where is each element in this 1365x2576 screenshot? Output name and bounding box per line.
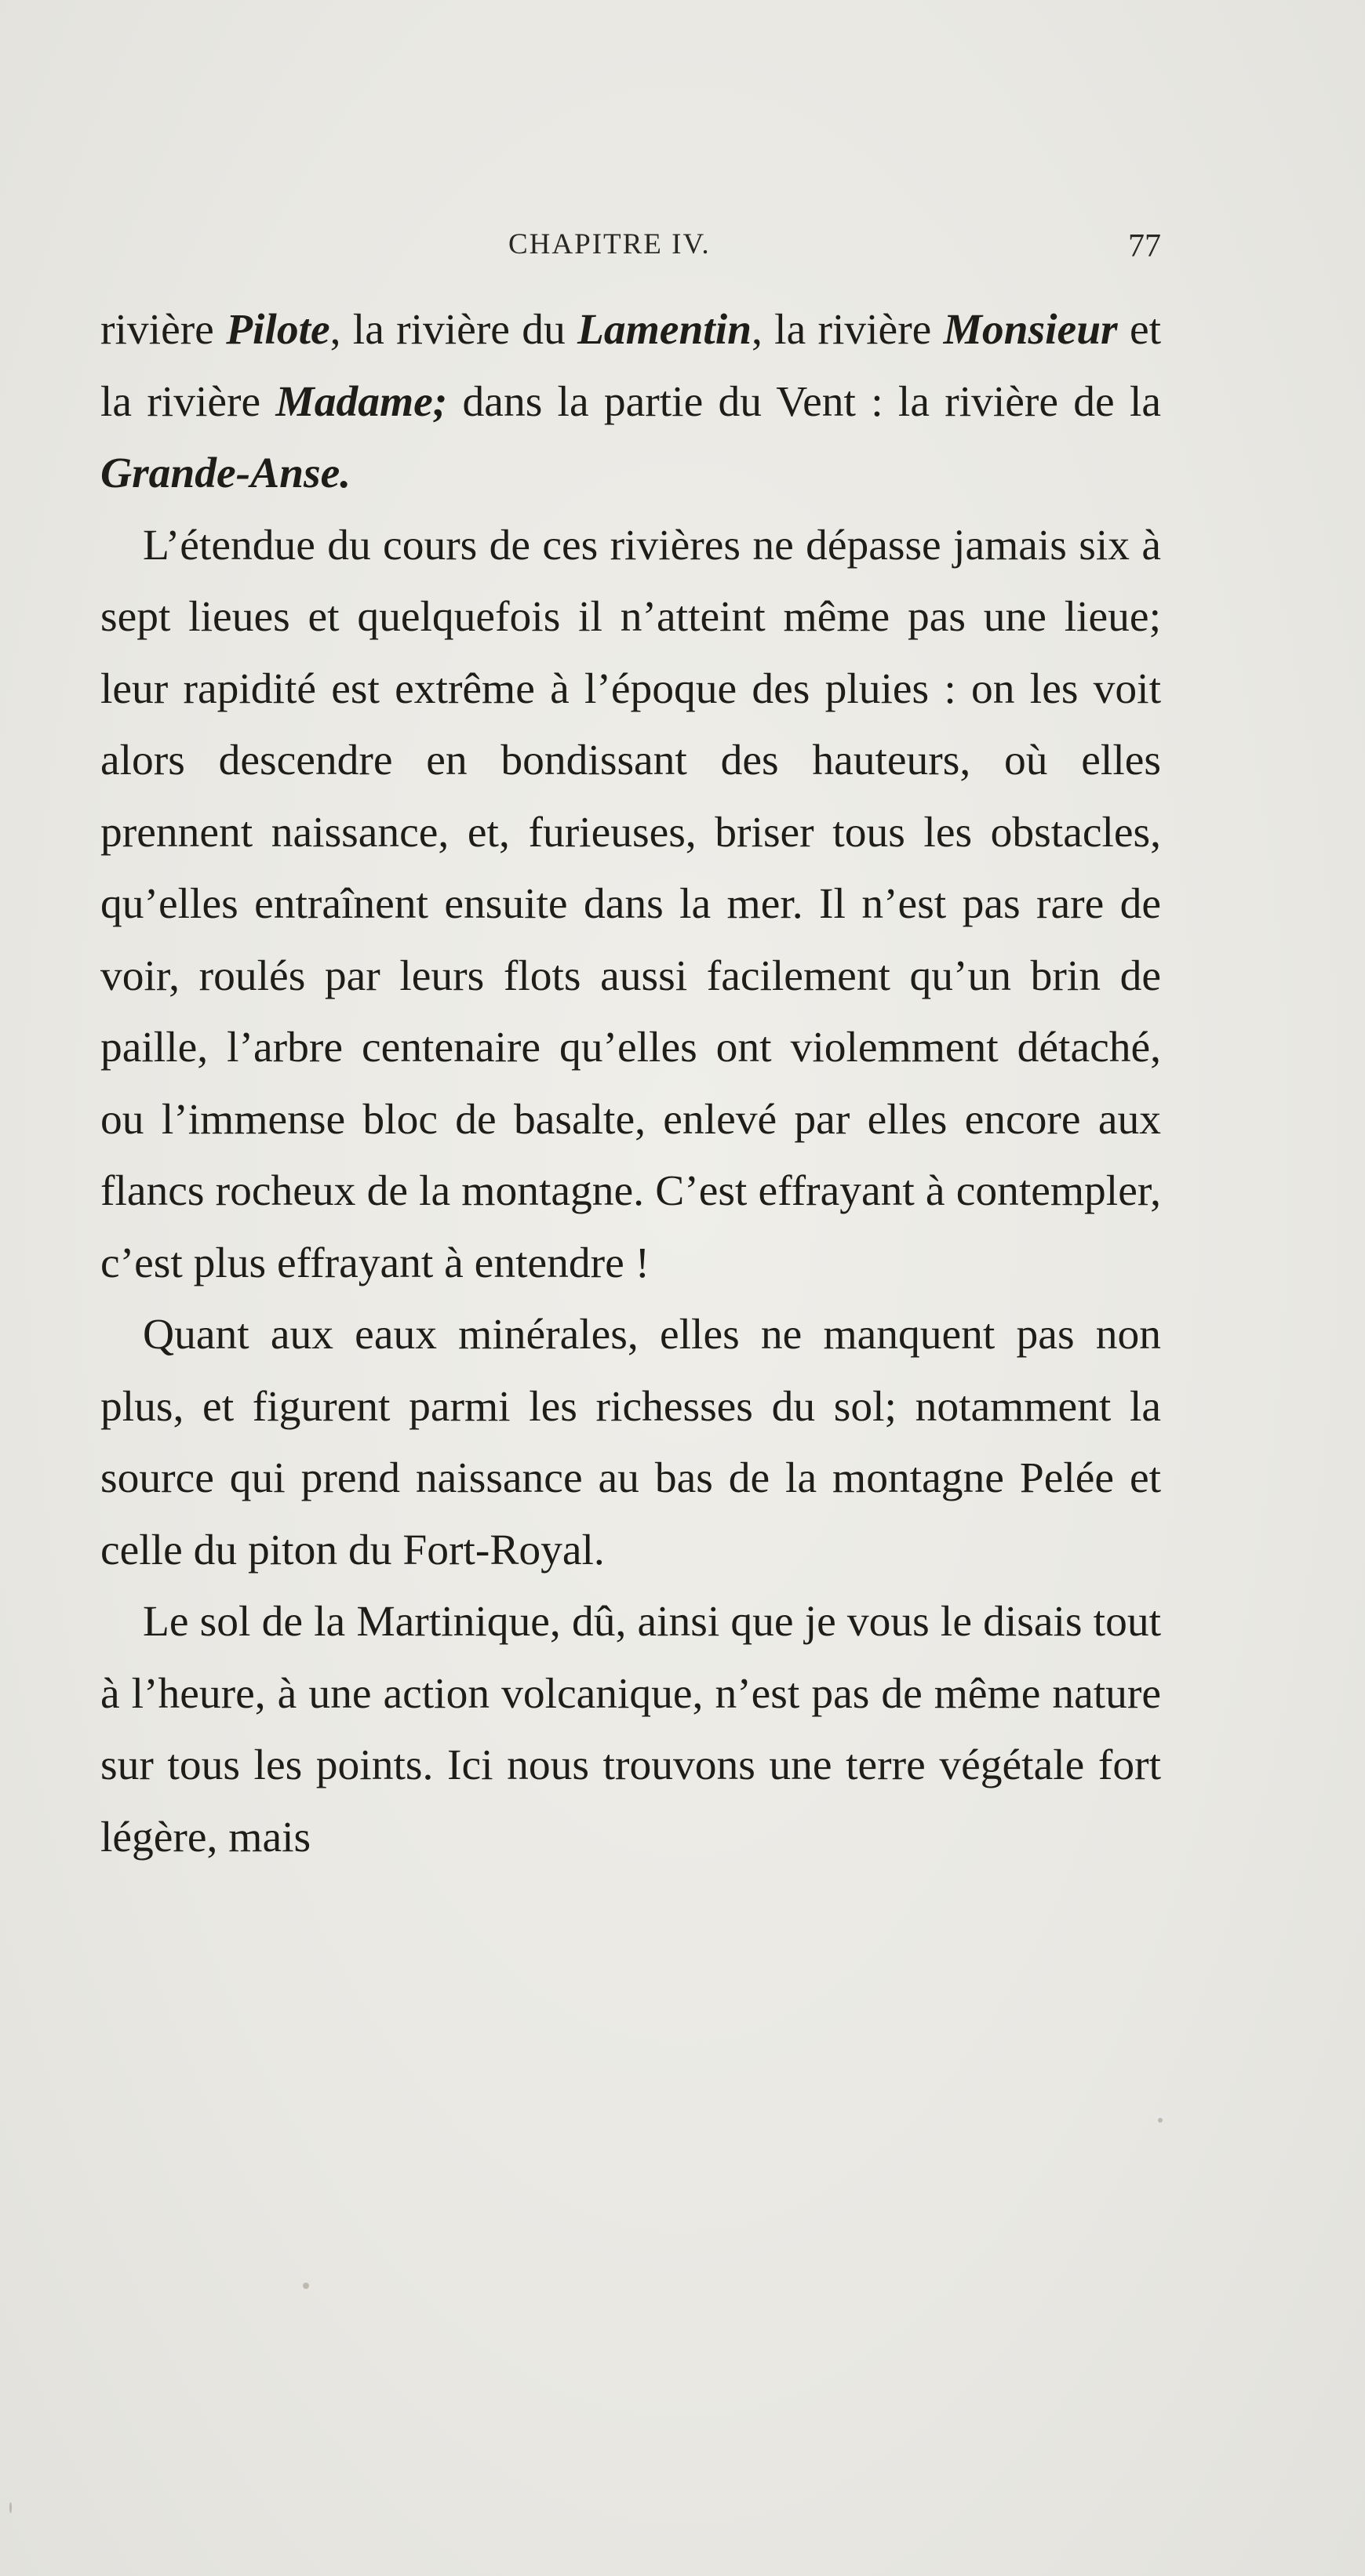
- page-number: 77: [1128, 228, 1161, 264]
- page-header: [100, 227, 1161, 275]
- body-text: [100, 294, 1161, 1873]
- paragraph-4: [100, 1586, 1161, 1873]
- text-run: , la rivière du: [329, 306, 577, 354]
- paper-speck: [9, 2502, 12, 2513]
- running-head: CHAPITRE IV.: [508, 228, 711, 260]
- italic-term: Monsieur: [943, 306, 1118, 354]
- text-run: Quant aux eaux minérales, elles ne manquent pas non plus, et figurent parmi les richesses du sol; notamment la source qui prend naissance au bas de la montagne Pelée et celle du piton du Fort-Royal.: [100, 1311, 1161, 1574]
- text-run: , la rivière: [752, 306, 944, 354]
- paragraph-2: [100, 510, 1161, 1300]
- italic-term: Grande-Anse.: [100, 449, 351, 497]
- italic-term: Pilote: [226, 306, 330, 354]
- text-run: dans la partie du Vent : la rivière de la: [447, 377, 1161, 426]
- paragraph-1: [100, 294, 1161, 510]
- text-run: rivière: [100, 306, 227, 354]
- italic-term: Madame;: [275, 377, 448, 426]
- text-run: et la rivière: [100, 306, 1161, 426]
- italic-term: Lamentin: [577, 306, 752, 354]
- paper-speck: [303, 2283, 309, 2289]
- text-run: L’étendue du cours de ces rivières ne dépasse jamais six à sept lieues et quelquefois il n’atteint même pas une lieue; leur rapidité est extrême à l’époque des pluies : on les voit alors descendre en bondissant des hauteurs, où elles prennent naissance, et, furieuses, briser tous les obstacles, qu’elles entraînent ensuite dans la mer. Il n’est pas rare de voir, roulés par leurs flots aussi facilement qu’un brin de paille, l’arbre centenaire qu’elles ont violemment détaché, ou l’immense bloc de basalte, enlevé par elles encore aux flancs rocheux de la montagne. C’est effrayant à contempler, c’est plus effrayant à entendre !: [100, 521, 1161, 1287]
- paragraph-3: [100, 1299, 1161, 1586]
- text-run: Le sol de la Martinique, dû, ainsi que je vous le disais tout à l’heure, à une action volcanique, n’est pas de même nature sur tous les points. Ici nous trouvons une terre végétale fort légère, mais: [100, 1598, 1161, 1861]
- paper-speck: [1158, 2118, 1163, 2123]
